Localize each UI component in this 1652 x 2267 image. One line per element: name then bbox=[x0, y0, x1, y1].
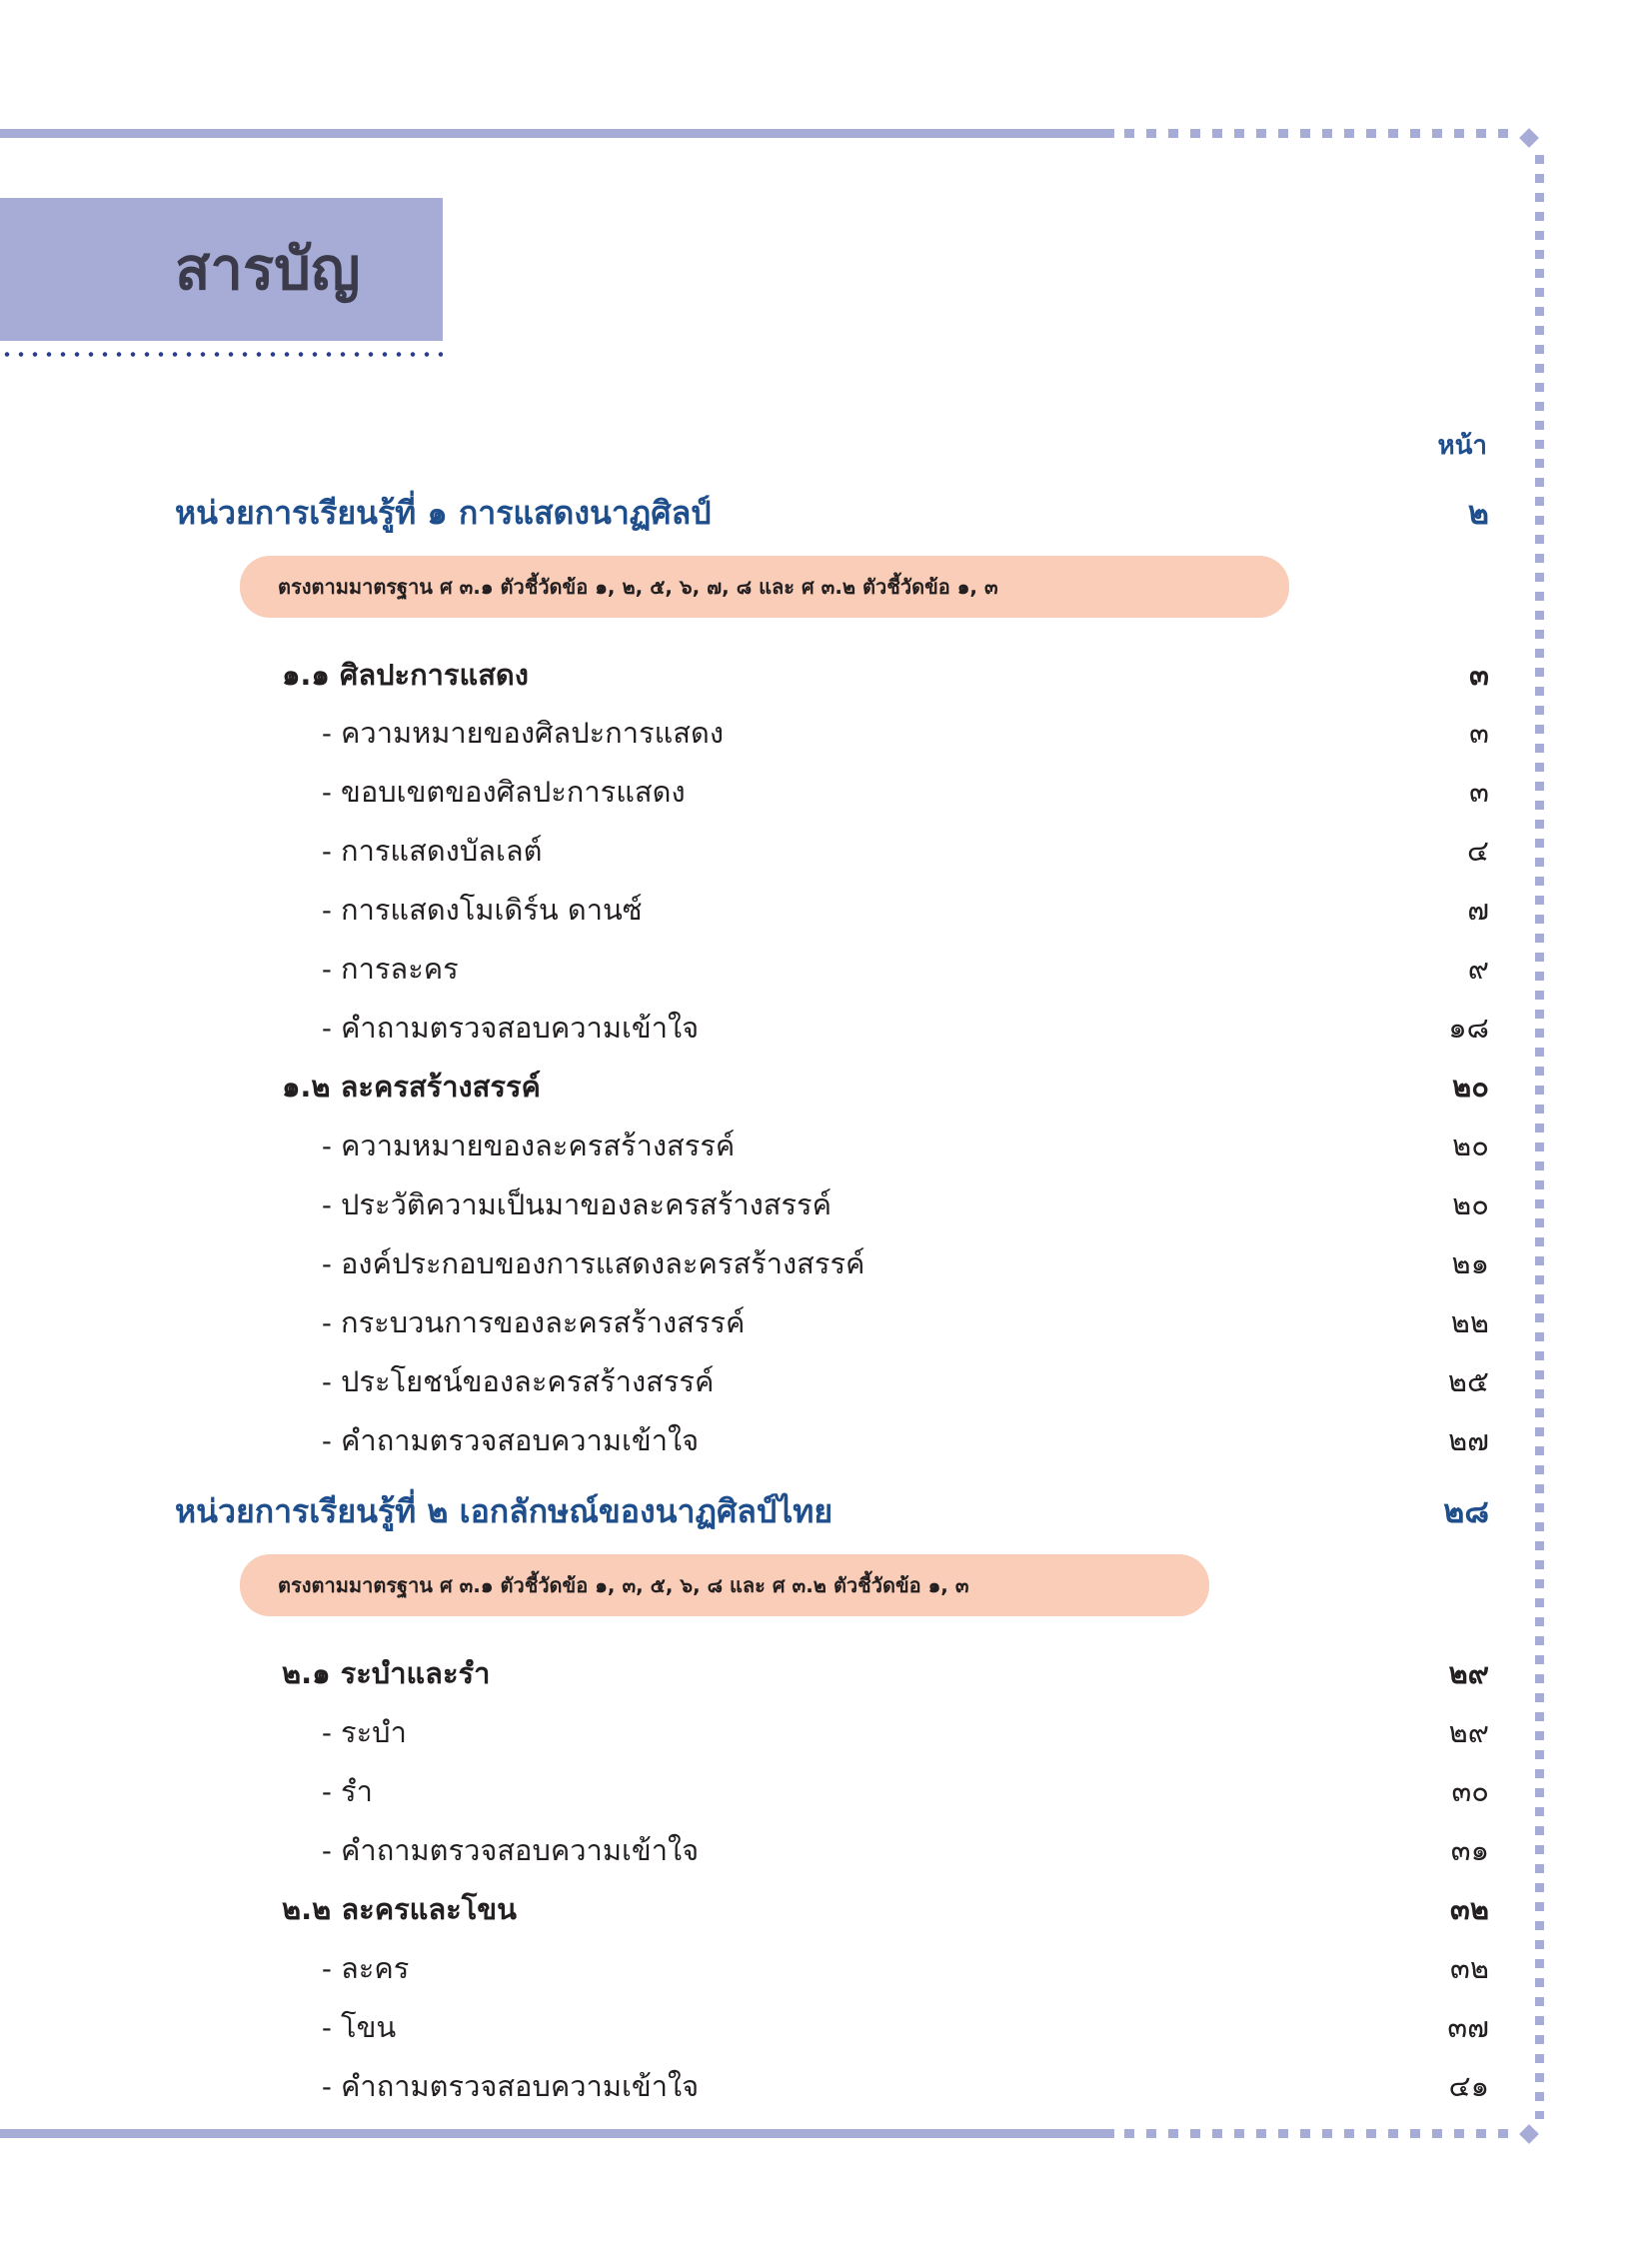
toc-label: - รำ bbox=[322, 1774, 373, 1808]
toc-page: ๒๙ bbox=[1448, 1656, 1489, 1690]
toc-label: - ประวัติความเป็นมาของละครสร้างสรรค์ bbox=[322, 1187, 832, 1221]
toc-page: ๒๒ bbox=[1450, 1305, 1489, 1339]
unit-title: หน่วยการเรียนรู้ที่ ๒ เอกลักษณ์ของนาฏศิลป์ไทย bbox=[175, 1492, 833, 1530]
toc-label: ๒.๒ ละครและโขน bbox=[282, 1892, 517, 1926]
frame-bottom-line bbox=[0, 2129, 1114, 2138]
toc-page: ๓๐ bbox=[1451, 1774, 1489, 1808]
toc-page: ๒๕ bbox=[1447, 1364, 1489, 1398]
toc-label: ๑.๑ ศิลปะการแสดง bbox=[282, 658, 529, 692]
toc-page: ๒๐ bbox=[1452, 1187, 1489, 1221]
toc-label: - ละคร bbox=[322, 1951, 410, 1985]
toc-label: - ความหมายของศิลปะการแสดง bbox=[322, 716, 724, 750]
unit-page: ๒๘ bbox=[1443, 1492, 1489, 1530]
toc-label: ๒.๑ ระบำและรำ bbox=[282, 1656, 491, 1690]
frame-top-dots bbox=[1124, 129, 1514, 138]
toc-page: ๓๒ bbox=[1450, 1951, 1489, 1985]
page-title: สารบัญ bbox=[175, 235, 361, 303]
unit-page: ๒ bbox=[1467, 494, 1489, 532]
unit-heading[interactable] bbox=[175, 488, 1489, 539]
frame-top-line bbox=[0, 129, 1114, 138]
toc-page: ๙ bbox=[1467, 952, 1489, 986]
toc-page: ๒๐ bbox=[1452, 1129, 1489, 1162]
toc-page: ๒๐ bbox=[1452, 1070, 1489, 1104]
frame-corner-bottom bbox=[1519, 2124, 1539, 2144]
toc-page: ๒๗ bbox=[1448, 1423, 1489, 1457]
page-column-label: หน้า bbox=[1437, 431, 1487, 461]
frame-bottom-dots bbox=[1124, 2129, 1514, 2138]
unit-title: หน่วยการเรียนรู้ที่ ๑ การแสดงนาฏศิลป์ bbox=[175, 494, 712, 532]
toc-page: ๔ bbox=[1467, 834, 1489, 868]
toc-page: ๒๙ bbox=[1448, 1715, 1489, 1749]
standard-badge: ตรงตามมาตรฐาน ศ ๓.๑ ตัวชี้วัดข้อ ๑, ๒, ๕, ๖, ๗, ๘ และ ศ ๓.๒ ตัวชี้วัดข้อ ๑, ๓ bbox=[240, 556, 1289, 618]
toc-page: ๓ bbox=[1469, 716, 1489, 750]
toc-page: ๔๑ bbox=[1448, 2069, 1489, 2103]
frame-corner-top bbox=[1519, 128, 1539, 148]
title-underline-dots bbox=[0, 352, 443, 357]
toc-label: - ประโยชน์ของละครสร้างสรรค์ bbox=[322, 1364, 715, 1398]
toc-label: ๑.๒ ละครสร้างสรรค์ bbox=[282, 1070, 541, 1104]
toc-page: ๗ bbox=[1467, 893, 1489, 927]
toc-label: - การแสดงบัลเลต์ bbox=[322, 834, 543, 868]
toc-page: ๑๘ bbox=[1448, 1011, 1489, 1045]
toc-label: - คำถามตรวจสอบความเข้าใจ bbox=[322, 1423, 700, 1457]
toc-page: ๓๒ bbox=[1450, 1892, 1489, 1926]
toc-label: - โขน bbox=[322, 2010, 397, 2044]
unit-heading[interactable] bbox=[175, 1486, 1489, 1537]
toc-page: ๓๗ bbox=[1447, 2010, 1489, 2044]
toc-label: - การละคร bbox=[322, 952, 459, 986]
toc-page: ๓๑ bbox=[1450, 1833, 1489, 1867]
toc-label: - การแสดงโมเดิร์น ดานซ์ bbox=[322, 893, 643, 927]
toc-label: - คำถามตรวจสอบความเข้าใจ bbox=[322, 1011, 700, 1045]
frame-right-dots bbox=[1535, 155, 1544, 2119]
toc-page: ๒๑ bbox=[1451, 1246, 1489, 1280]
toc-label: - คำถามตรวจสอบความเข้าใจ bbox=[322, 2069, 700, 2103]
toc-label: - ความหมายของละครสร้างสรรค์ bbox=[322, 1129, 736, 1162]
toc-label: - กระบวนการของละครสร้างสรรค์ bbox=[322, 1305, 746, 1339]
toc-label: - ขอบเขตของศิลปะการแสดง bbox=[322, 775, 686, 809]
toc-page: ๓ bbox=[1469, 658, 1489, 692]
toc-label: - คำถามตรวจสอบความเข้าใจ bbox=[322, 1833, 700, 1867]
toc-label: - องค์ประกอบของการแสดงละครสร้างสรรค์ bbox=[322, 1246, 865, 1280]
toc-label: - ระบำ bbox=[322, 1715, 407, 1749]
toc-page: ๓ bbox=[1469, 775, 1489, 809]
standard-badge: ตรงตามมาตรฐาน ศ ๓.๑ ตัวชี้วัดข้อ ๑, ๓, ๕, ๖, ๘ และ ศ ๓.๒ ตัวชี้วัดข้อ ๑, ๓ bbox=[240, 1554, 1209, 1616]
